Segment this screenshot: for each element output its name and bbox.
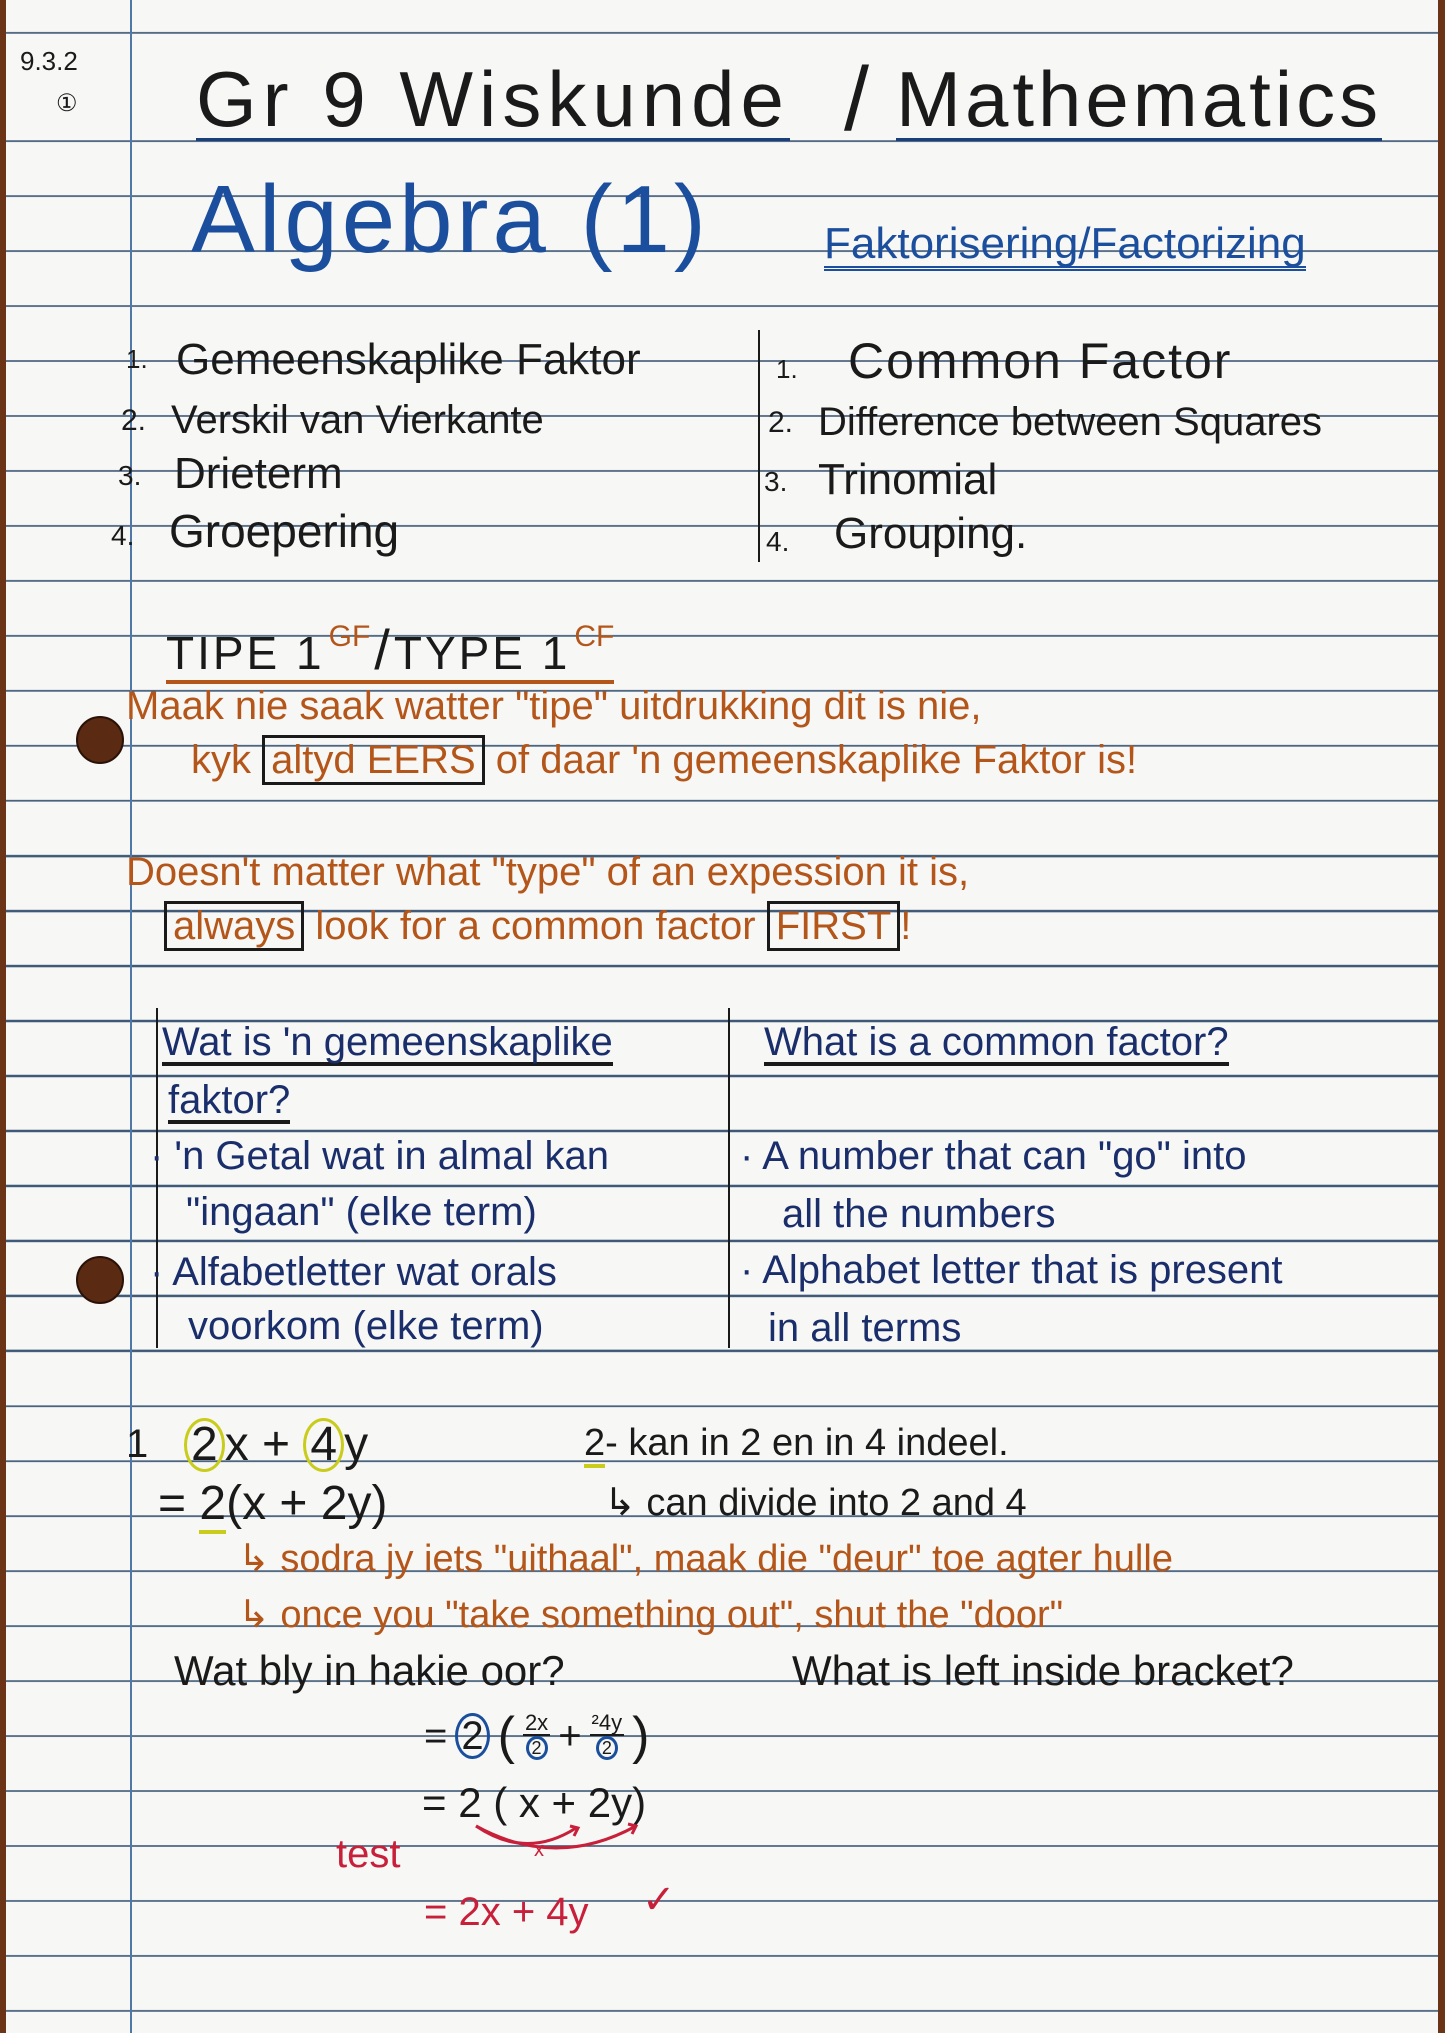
emphasis-box: always <box>164 901 304 951</box>
fraction: $\frac{2x}{2}$ <box>524 1710 549 1758</box>
tip-af: ↳ sodra jy iets "uithaal", maak die "deur" toe agter hulle <box>238 1538 1173 1580</box>
list-number: 2. <box>768 406 794 439</box>
definition-heading-af: Wat is 'n gemeenskaplike <box>162 1020 613 1064</box>
list-item: Verskil van Vierkante <box>171 398 544 442</box>
tip-en: ↳ once you "take something out", shut the "door" <box>238 1594 1064 1636</box>
table-left-border <box>156 1008 158 1348</box>
definition-heading-en: What is a common factor? <box>764 1020 1229 1064</box>
definition-bullet-en-cont: all the numbers <box>782 1192 1056 1236</box>
list-number: 2. <box>121 404 147 437</box>
list-number: 4. <box>766 526 790 557</box>
subtitle: Algebra (1) <box>191 166 710 273</box>
distribution-arrow-icon <box>466 1820 646 1860</box>
rule-af-line1: Maak nie saak watter "tipe" uitdrukking dit is nie, <box>126 684 982 728</box>
list-number: 1. <box>126 344 148 374</box>
definition-bullet-en: · A number that can "go" into <box>740 1134 1247 1178</box>
notebook-page <box>6 0 1438 2033</box>
check-mark-icon: ✓ <box>642 1878 676 1922</box>
definition-bullet-af: · 'n Getal wat in almal kan <box>150 1134 609 1178</box>
list-item: Groepering <box>169 505 400 557</box>
section-heading: TIPE 1 GF / TYPE 1 CF <box>166 622 614 684</box>
definition-bullet-en: · Alphabet letter that is present <box>740 1248 1283 1292</box>
column-divider <box>758 330 760 562</box>
title-en: Mathematics <box>896 55 1383 143</box>
highlight-circle: 2 <box>184 1418 225 1472</box>
list-number: 3. <box>118 460 142 491</box>
list-item: Drieterm <box>174 449 343 498</box>
check-result: = 2x + 4y <box>424 1890 589 1934</box>
title-af: Gr 9 Wiskunde <box>196 55 790 143</box>
note-en: ↳ can divide into 2 and 4 <box>604 1482 1027 1524</box>
list-item: Grouping. <box>834 509 1028 558</box>
step-2: = 2 ( x + 2y) <box>422 1779 647 1826</box>
emphasis-box: FIRST <box>767 901 901 951</box>
rule-en-line1: Doesn't matter what "type" of an expession it is, <box>126 850 970 894</box>
question-af: Wat bly in hakie oor? <box>174 1647 565 1694</box>
list-item: Difference between Squares <box>818 400 1323 444</box>
title-divider: / <box>844 50 870 150</box>
arrow-label: x <box>534 1839 544 1861</box>
rule-en-line2: always look for a common factor FIRST ! <box>164 906 911 946</box>
table-column-divider <box>728 1008 730 1348</box>
step-1: = 2 ( $\frac{2x}{2}$ + $\frac{\text{²4y}}{2}$ ) <box>424 1707 650 1765</box>
binder-hole <box>76 716 124 764</box>
definition-heading-af-2: faktor? <box>168 1078 291 1122</box>
page-code: 9.3.2 <box>20 46 78 76</box>
test-label: test <box>336 1832 401 1876</box>
example-number: 1 <box>126 1422 149 1466</box>
binder-hole <box>76 1256 124 1304</box>
highlight-circle: 2 <box>455 1713 489 1759</box>
definition-bullet-en-cont: in all terms <box>768 1306 962 1350</box>
highlight-circle: 4 <box>303 1418 344 1472</box>
list-item: Trinomial <box>818 455 998 504</box>
emphasis-box: altyd EERS <box>262 735 485 785</box>
list-item: Common Factor <box>848 333 1233 389</box>
page-number: ① <box>56 90 78 117</box>
question-en: What is left inside bracket? <box>792 1647 1294 1694</box>
definition-bullet-af-cont: voorkom (elke term) <box>188 1304 544 1348</box>
list-number: 3. <box>764 466 788 497</box>
list-number: 1. <box>776 354 798 384</box>
note-af: 2- kan in 2 en in 4 indeel. <box>584 1424 1009 1462</box>
definition-bullet-af: · Alfabetletter wat orals <box>150 1250 557 1294</box>
fraction: $\frac{\text{²4y}}{2}$ <box>591 1710 623 1758</box>
definition-bullet-af-cont: "ingaan" (elke term) <box>186 1190 537 1234</box>
example-expression: 2 x + 4 y <box>184 1418 368 1472</box>
example-result: = 2(x + 2y) <box>158 1480 387 1528</box>
list-item: Gemeenskaplike Faktor <box>176 335 641 384</box>
rule-af-line2: kyk altyd EERS of daar 'n gemeenskaplike Faktor is! <box>191 740 1137 780</box>
margin-line <box>130 0 132 2033</box>
list-number: 4. <box>111 520 135 551</box>
topic-heading: Faktorisering/Factorizing <box>824 222 1306 271</box>
